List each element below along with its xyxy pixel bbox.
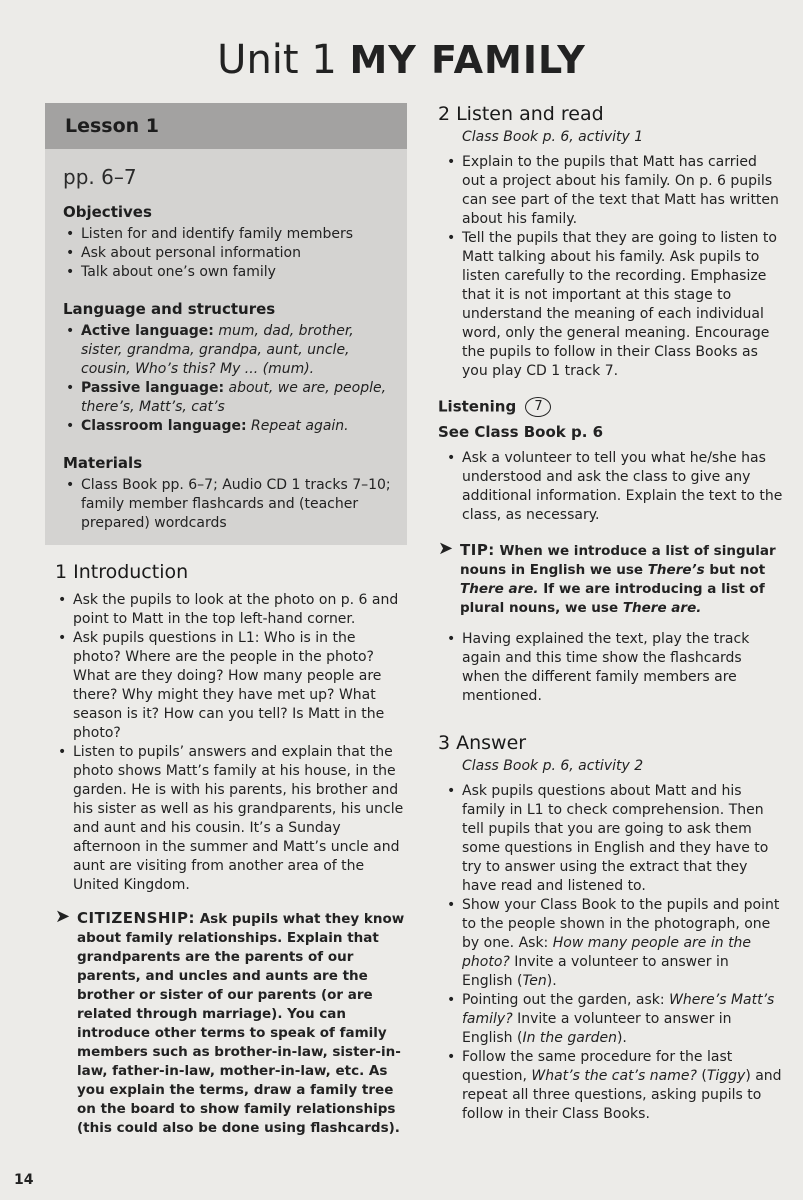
listen-read-heading: [438, 103, 783, 125]
intro-section: [45, 561, 407, 1138]
tip-text: When we introduce a list of singular nouns in English we use: [460, 543, 776, 578]
objectives-heading: Objectives: [63, 203, 152, 221]
answer-subtitle: Class Book p. 6, activity 2: [462, 758, 644, 774]
lesson-label: Lesson 1: [45, 103, 407, 149]
item-text: ).: [616, 1030, 627, 1046]
tip-label: TIP:: [460, 541, 495, 559]
classroom-text: Repeat again.: [251, 418, 349, 434]
classroom-label: Classroom language:: [81, 418, 247, 434]
right-column: [438, 103, 783, 1124]
intro-list: [55, 591, 407, 895]
listen-read-subtitle: Class Book p. 6, activity 1: [462, 129, 644, 145]
item-question: How many people are in the photo?: [462, 935, 752, 970]
track-number-badge: 7: [525, 397, 551, 417]
language-heading: Language and structures: [63, 300, 276, 318]
section-number: 1: [55, 561, 68, 583]
page-title: [0, 36, 803, 84]
citizenship-callout: [55, 906, 407, 1138]
tip-callout: [438, 538, 783, 618]
item-text: Invite a volunteer to answer in English (: [462, 1011, 732, 1046]
page-number: 14: [14, 1172, 34, 1188]
arrow-icon: ➤: [55, 906, 71, 927]
item-text: Follow the same procedure for the last question,: [462, 1049, 733, 1084]
citizenship-text: Ask pupils what they know about family relationships. Explain that grandparents are the parents of our parents, and uncles and aunts are the brother or sister of our parents (or are related through marriage). You can introduce other terms to speak of family members such as brother-in-law, sister-in-law, father-in-law, mother-in-law, etc. As you explain the terms, draw a family tree on the board to show family relationships (this could also be done using flashcards).: [77, 911, 405, 1136]
section-number: 2: [438, 103, 451, 125]
active-label: Active language:: [81, 323, 214, 339]
language-list: [63, 322, 393, 436]
passive-text: about, we are, people, there’s, Matt’s, cat’s: [81, 380, 387, 415]
item-answer: In the garden: [522, 1030, 617, 1046]
classroom-language: [81, 417, 393, 436]
item-text: (: [701, 1068, 707, 1084]
item-question: Where’s Matt’s family?: [462, 992, 775, 1027]
lesson-pages: pp. 6–7: [63, 165, 137, 189]
item-answer: Ten: [522, 973, 547, 989]
item-answer: Tiggy: [706, 1068, 746, 1084]
materials-heading: Materials: [63, 454, 143, 472]
list-item: [462, 896, 783, 991]
citizenship-label: CITIZENSHIP:: [77, 909, 196, 927]
list-item: • Talk about one’s own family: [81, 263, 393, 282]
listening-list: [438, 449, 783, 525]
list-item: [462, 1048, 783, 1124]
list-item: • Class Book pp. 6–7; Audio CD 1 tracks 7–10; family member flashcards and (teacher prepared) wordcards: [81, 476, 393, 533]
item-text: Pointing out the garden, ask:: [462, 992, 665, 1008]
active-language: [81, 322, 393, 379]
listening-heading: [438, 397, 783, 417]
list-item: • Explain to the pupils that Matt has carried out a project about his family. On p. 6 pupils can see part of the text that Matt has written about his family.: [462, 153, 783, 229]
arrow-icon: ➤: [438, 538, 454, 559]
unit-topic: MY FAMILY: [349, 38, 586, 82]
materials-list: [63, 476, 393, 533]
answer-list: [438, 782, 783, 1124]
list-item: • Ask pupils questions in L1: Who is in the photo? Where are the people in the photo? What are they doing? How many people are there? Why might they have met up? What season is it? How can you tell? Is Matt in the photo?: [73, 629, 407, 743]
listening-label: Listening: [438, 397, 517, 416]
tip-text: but not: [709, 562, 766, 578]
list-item: • Ask a volunteer to tell you what he/she has understood and ask the class to give any additional information. Explain the text to the class, as necessary.: [462, 449, 783, 525]
left-column: [45, 103, 407, 1138]
list-item: • Ask about personal information: [81, 244, 393, 263]
tip-example: There are.: [622, 600, 702, 616]
listen-read-list: [438, 153, 783, 381]
section-title: Answer: [456, 732, 527, 754]
item-text: ) and repeat all three questions, asking pupils to follow in their Class Books.: [462, 1068, 782, 1122]
tip-example: There are.: [460, 581, 539, 597]
item-question: What’s the cat’s name?: [531, 1068, 697, 1084]
intro-heading: [55, 561, 407, 583]
listening-section: [438, 397, 783, 706]
lesson-box: [45, 103, 407, 545]
tip-text: If we are introducing a list of plural nouns, we use: [460, 581, 765, 616]
list-item: • Having explained the text, play the track again and this time show the flashcards when the different family members are mentioned.: [462, 630, 783, 706]
section-title: Introduction: [73, 561, 189, 583]
unit-number: Unit 1: [217, 37, 337, 83]
passive-language: [81, 379, 393, 417]
objectives-list: [63, 225, 393, 282]
passive-label: Passive language:: [81, 380, 225, 396]
answer-heading: [438, 732, 783, 754]
list-item: • Ask the pupils to look at the photo on p. 6 and point to Matt in the top left-hand corner.: [73, 591, 407, 629]
list-item: [462, 991, 783, 1048]
tip-example: There’s: [647, 562, 705, 578]
item-text: Ask pupils questions about Matt and his family in L1 to check comprehension. Then tell pupils that you are going to ask them some questions in English and they have to try to answer using the extract that they have read and listened to.: [462, 783, 769, 894]
item-text: Show your Class Book to the pupils and point to the people shown in the photograph, one by one. Ask:: [462, 897, 780, 951]
listening-see: See Class Book p. 6: [438, 423, 604, 441]
section-number: 3: [438, 732, 451, 754]
list-item: [462, 782, 783, 896]
list-item: • Listen to pupils’ answers and explain that the photo shows Matt’s family at his house, in the garden. He is with his parents, his brother and his sister as well as his grandparents, his uncle and aunt and his cousin. It’s a Sunday afternoon in the summer and Matt’s uncle and aunt are visiting from another area of the United Kingdom.: [73, 743, 407, 895]
after-tip-list: [438, 630, 783, 706]
active-text: mum, dad, brother, sister, grandma, grandpa, aunt, uncle, cousin, Who’s this? My ... (mum).: [81, 323, 354, 377]
item-text: ).: [546, 973, 557, 989]
list-item: • Listen for and identify family members: [81, 225, 393, 244]
listen-read-section: [438, 103, 783, 381]
answer-section: [438, 732, 783, 1124]
section-title: Listen and read: [456, 103, 604, 125]
item-text: Invite a volunteer to answer in English (: [462, 954, 729, 989]
list-item: • Tell the pupils that they are going to listen to Matt talking about his family. Ask pupils to listen carefully to the recording. Emphasize that it is not important at this stage to understand the meaning of each individual word, only the general meaning. Encourage the pupils to follow in their Class Books as you play CD 1 track 7.: [462, 229, 783, 381]
